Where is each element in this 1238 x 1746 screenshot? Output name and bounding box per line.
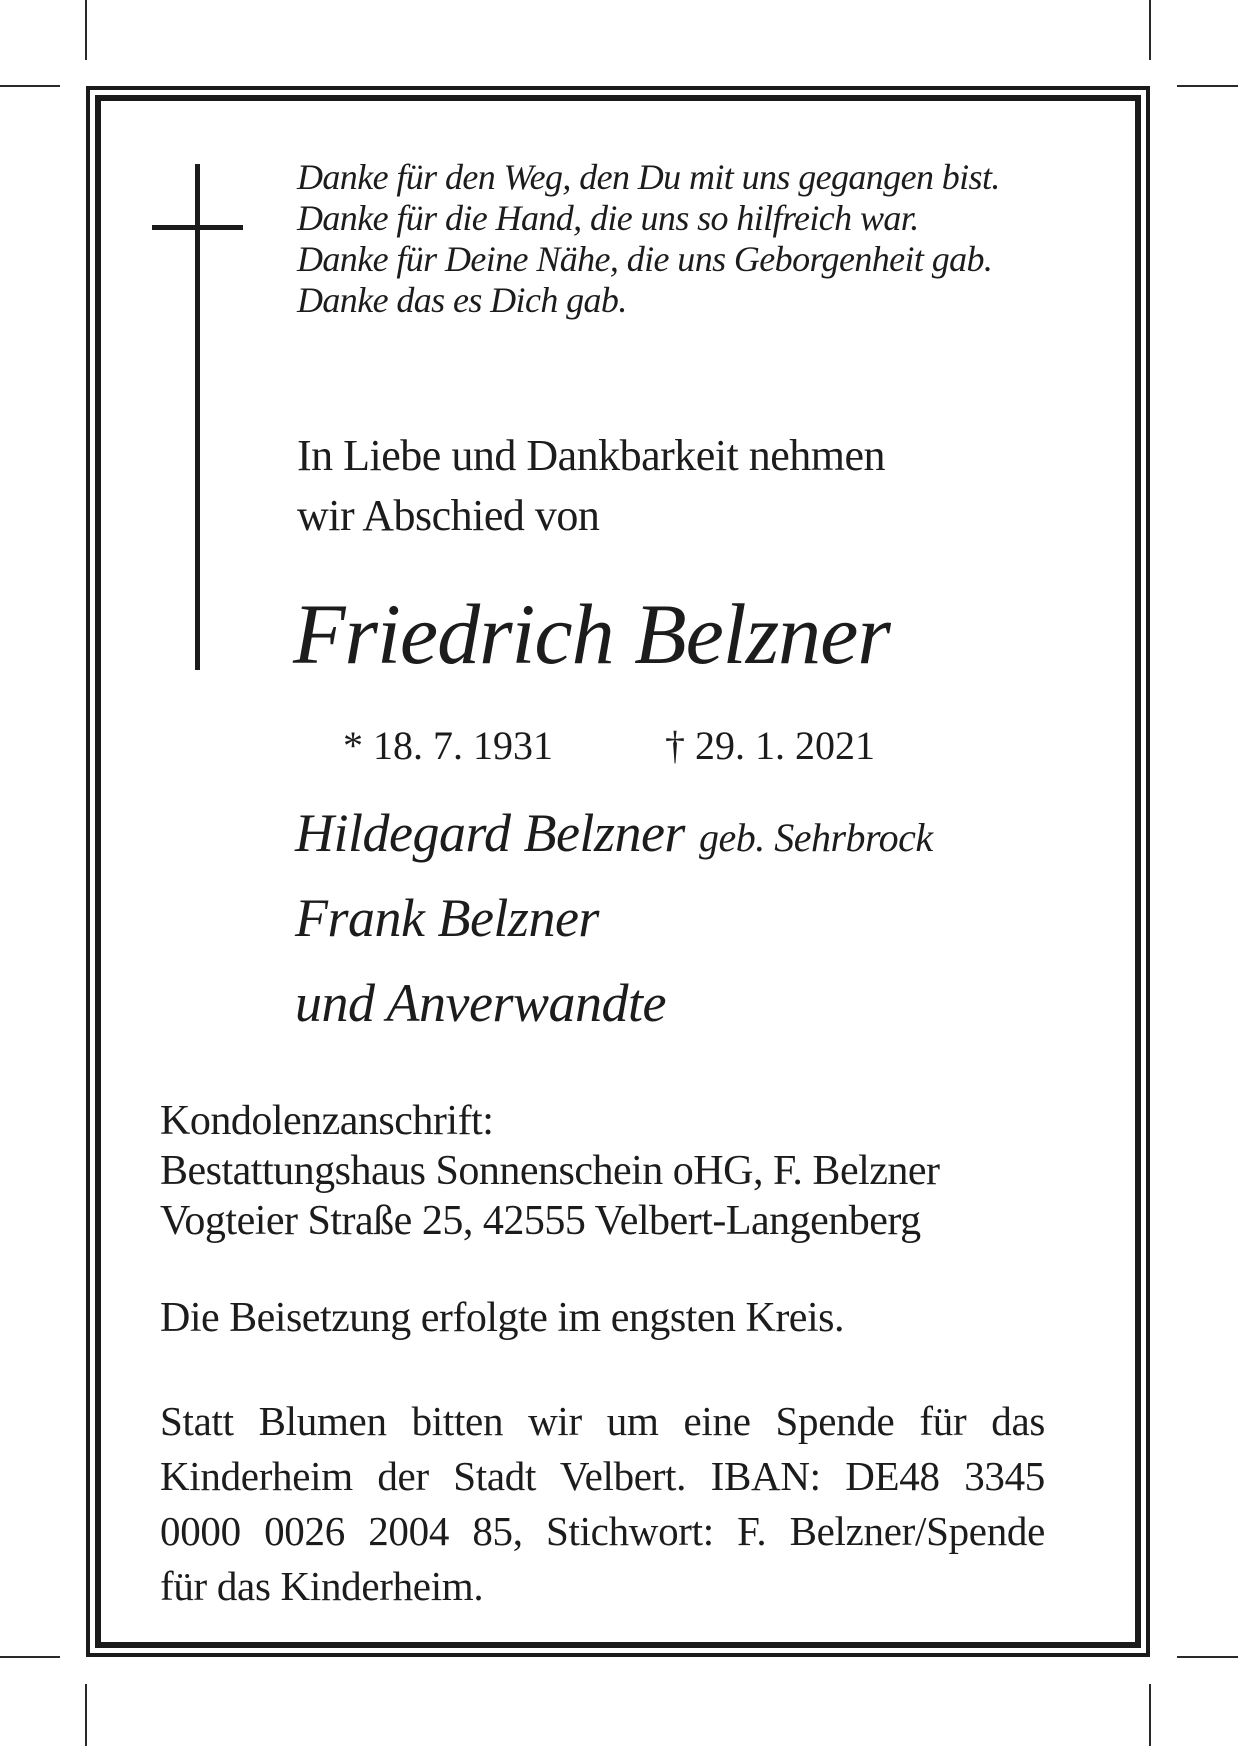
memorial-poem	[297, 157, 1000, 321]
farewell-intro-line: In Liebe und Dankbarkeit nehmen	[297, 431, 886, 480]
farewell-intro-line: wir Abschied von	[297, 491, 600, 540]
cross-vertical-bar	[195, 164, 200, 670]
crop-mark-top-left-horizontal	[0, 85, 60, 87]
death-date: † 29. 1. 2021	[665, 723, 875, 768]
mourner-name: Hildegard Belzner	[295, 803, 685, 863]
mourners-list	[295, 793, 933, 1048]
donation-line: Statt Blumen bitten wir um eine Spende für das	[160, 1398, 1045, 1444]
donation-line: Kinderheim der Stadt Velbert. IBAN: DE48 3345	[160, 1453, 1045, 1499]
mourner-name: und Anverwandte	[295, 973, 666, 1033]
mourner-name-suffix	[599, 900, 613, 945]
condolence-line: Bestattungshaus Sonnenschein oHG, F. Belzner	[160, 1148, 940, 1194]
mourner-name: Frank Belzner	[295, 888, 599, 948]
mourner-line	[295, 878, 933, 963]
poem-line: Danke für Deine Nähe, die uns Geborgenheit gab.	[297, 239, 993, 279]
poem-line: Danke für den Weg, den Du mit uns gegangen bist.	[297, 157, 1000, 197]
crop-mark-top-right-horizontal	[1177, 85, 1238, 87]
farewell-intro	[297, 426, 885, 546]
crop-mark-bottom-left-vertical	[85, 1684, 87, 1746]
deceased-name: Friedrich Belzner	[293, 586, 890, 682]
crop-mark-bottom-left-horizontal	[0, 1656, 60, 1658]
condolence-address	[160, 1096, 940, 1246]
mourner-line	[295, 963, 933, 1048]
crop-mark-top-right-vertical	[1149, 0, 1151, 60]
condolence-label: Kondolenzanschrift:	[160, 1098, 494, 1144]
crop-mark-bottom-right-vertical	[1149, 1684, 1151, 1746]
mourner-line	[295, 793, 933, 878]
mourner-name-suffix: geb. Sehrbrock	[698, 815, 933, 860]
donation-line: 0000 0026 2004 85, Stichwort: F. Belzner/Spende	[160, 1508, 1045, 1554]
condolence-line: Vogteier Straße 25, 42555 Velbert-Langenberg	[160, 1198, 921, 1244]
birth-date: * 18. 7. 1931	[343, 723, 553, 768]
cross-horizontal-bar	[152, 225, 243, 230]
donation-request	[160, 1394, 1045, 1614]
poem-line: Danke das es Dich gab.	[297, 280, 627, 320]
donation-line: für das Kinderheim.	[160, 1563, 484, 1609]
crop-mark-top-left-vertical	[85, 0, 87, 60]
burial-note: Die Beisetzung erfolgte im engsten Kreis.	[160, 1295, 844, 1341]
crop-mark-bottom-right-horizontal	[1177, 1656, 1238, 1658]
poem-line: Danke für die Hand, die uns so hilfreich war.	[297, 198, 919, 238]
mourner-name-suffix	[666, 985, 680, 1030]
